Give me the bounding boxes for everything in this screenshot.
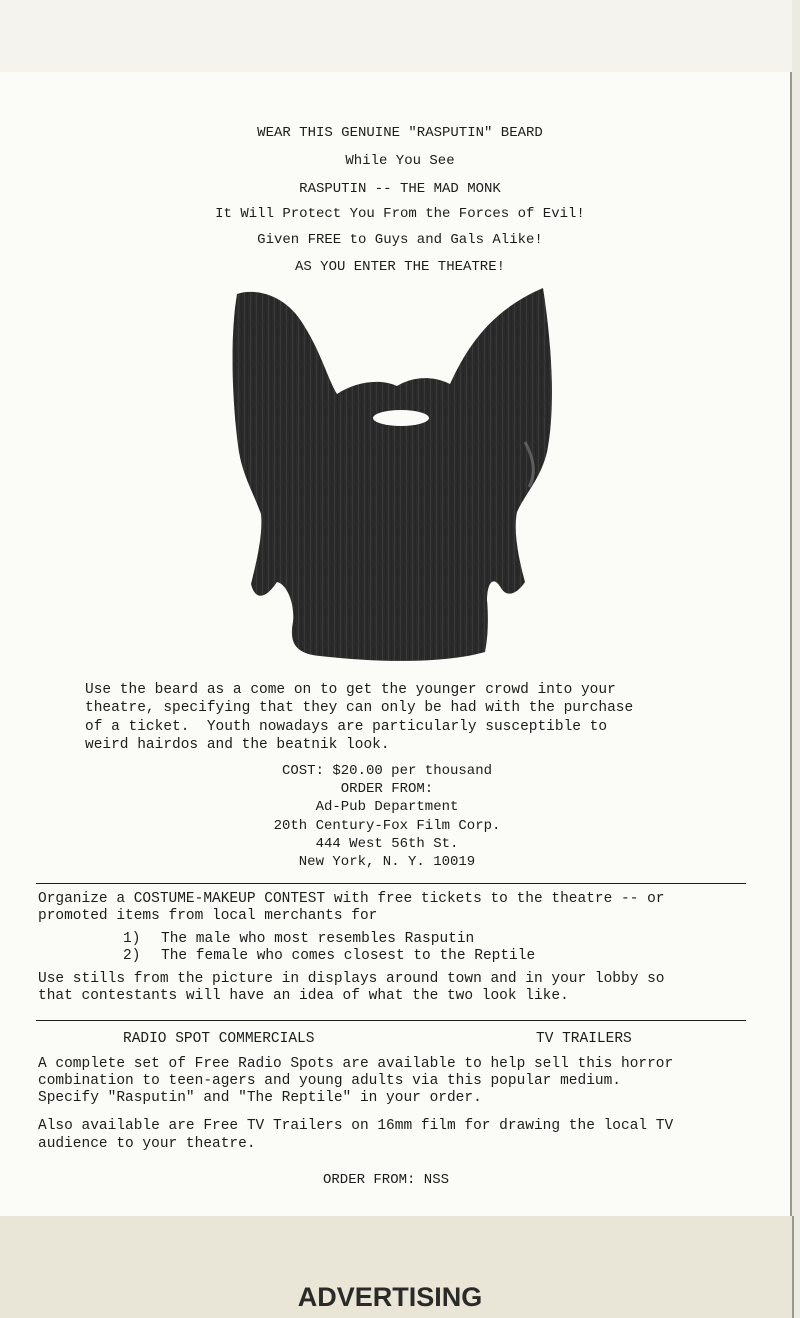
contest-outro-line-2: that contestants will have an idea of what the two look like. bbox=[38, 988, 569, 1004]
headline-line-5: Given FREE to Guys and Gals Alike! bbox=[257, 232, 543, 248]
headline-line-3: RASPUTIN -- THE MAD MONK bbox=[299, 181, 501, 197]
beard-mouth-opening bbox=[373, 410, 429, 426]
order-street: 444 West 56th St. bbox=[315, 836, 459, 852]
order-from-label: ORDER FROM: bbox=[340, 781, 434, 797]
tv-line-2: audience to your theatre. bbox=[38, 1136, 256, 1152]
order-department: Ad-Pub Department bbox=[315, 799, 459, 815]
order-company: 20th Century-Fox Film Corp. bbox=[273, 818, 501, 834]
radio-line-1: A complete set of Free Radio Spots are available to help sell this horror bbox=[38, 1056, 674, 1072]
contest-intro-line-1: Organize a COSTUME-MAKEUP CONTEST with free tickets to the theatre -- or bbox=[38, 891, 665, 907]
order-city: New York, N. Y. 10019 bbox=[298, 854, 476, 870]
headline-line-2: While You See bbox=[345, 153, 455, 169]
promo-order-from: ORDER FROM: NSS bbox=[322, 1172, 450, 1188]
headline-line-4: It Will Protect You From the Forces of Evil! bbox=[215, 206, 585, 222]
divider-1 bbox=[36, 883, 746, 884]
headline-line-1: WEAR THIS GENUINE "RASPUTIN" BEARD bbox=[257, 125, 543, 141]
tv-heading: TV TRAILERS bbox=[536, 1031, 632, 1047]
description-line-1: Use the beard as a come on to get the younger crowd into your bbox=[85, 682, 616, 698]
radio-heading: RADIO SPOT COMMERCIALS bbox=[123, 1031, 315, 1047]
beard-illustration-icon bbox=[225, 282, 565, 667]
contest-item-1-number: 1) bbox=[123, 931, 141, 947]
contest-item-2-text: The female who comes closest to the Reptile bbox=[161, 948, 536, 964]
advertising-tab-label: ADVERTISING bbox=[297, 1282, 483, 1312]
tv-line-1: Also available are Free TV Trailers on 16mm film for drawing the local TV bbox=[38, 1118, 674, 1134]
radio-line-3: Specify "Rasputin" and "The Reptile" in your order. bbox=[38, 1090, 482, 1106]
contest-item-2-number: 2) bbox=[123, 948, 141, 964]
radio-line-2: combination to teen-agers and young adults via this popular medium. bbox=[38, 1073, 621, 1089]
contest-intro-line-2: promoted items from local merchants for bbox=[38, 908, 378, 924]
description-line-3: of a ticket. Youth nowadays are particularly susceptible to bbox=[85, 718, 608, 735]
description-line-4: weird hairdos and the beatnik look. bbox=[85, 736, 390, 753]
description-line-2: theatre, specifying that they can only be had with the purchase bbox=[85, 700, 634, 717]
next-page-edge bbox=[0, 0, 792, 73]
divider-2 bbox=[36, 1020, 746, 1021]
contest-item-1-text: The male who most resembles Rasputin bbox=[161, 931, 475, 947]
contest-outro-line-1: Use stills from the picture in displays around town and in your lobby so bbox=[38, 971, 665, 987]
cost-line: COST: $20.00 per thousand bbox=[281, 763, 493, 779]
beard-description bbox=[85, 681, 633, 754]
headline-line-6: AS YOU ENTER THE THEATRE! bbox=[294, 259, 506, 275]
